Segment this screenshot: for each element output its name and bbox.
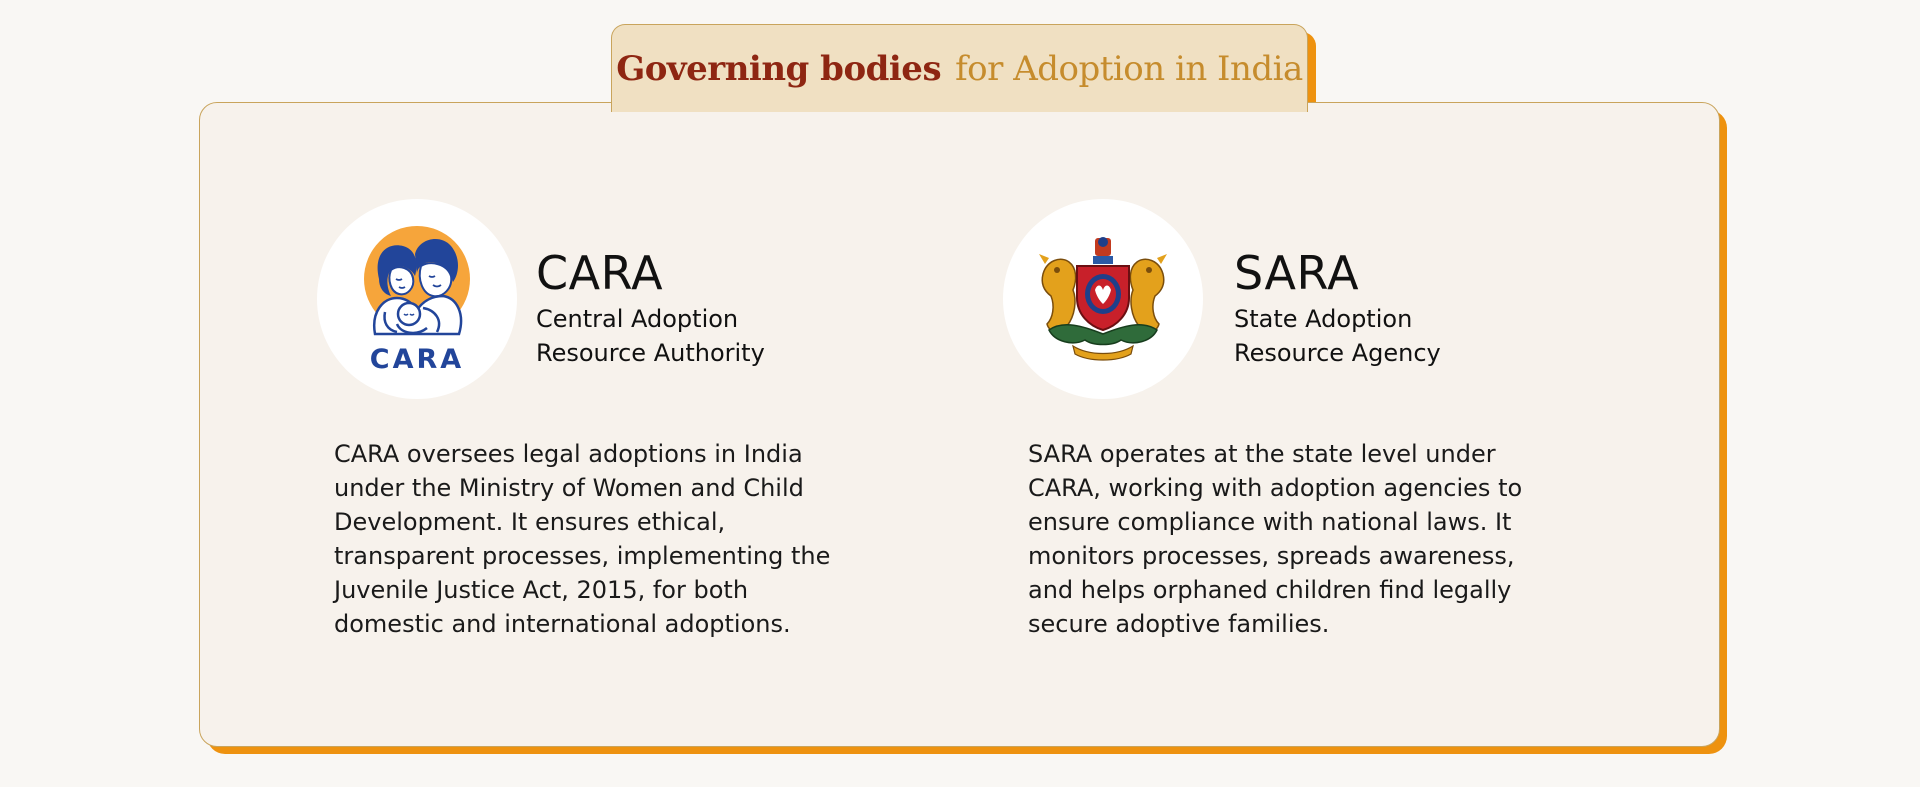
cara-acronym: CARA <box>536 246 664 300</box>
header-tab <box>611 24 1308 112</box>
sara-fullname-line2: Resource Agency <box>1234 339 1441 367</box>
cara-logo-circle <box>317 199 517 399</box>
cara-fullname <box>536 302 796 370</box>
cara-fullname-line1: Central Adoption <box>536 305 739 333</box>
page-title <box>616 48 1303 89</box>
page-title-light: for Adoption in India <box>955 48 1303 89</box>
sara-fullname-line1: State Adoption <box>1234 305 1413 333</box>
cara-fullname-line2: Resource Authority <box>536 339 765 367</box>
karnataka-emblem-icon <box>1033 234 1173 364</box>
cara-description: CARA oversees legal adoptions in India under the Ministry of Women and Child Development. It ensures ethical, transparent processes, implementing the Juvenile Justice Act, 2015, for both domestic and international adoptions. <box>334 440 831 638</box>
sara-description: SARA operates at the state level under CARA, working with adoption agencies to ensure compliance with national laws. It monitors processes, spreads awareness, and helps orphaned children find legally secure adoptive families. <box>1028 440 1523 638</box>
cara-logo-text: CARA <box>369 344 465 374</box>
sara-fullname <box>1234 302 1494 370</box>
page-title-strong: Governing bodies <box>616 48 942 89</box>
sara-logo-circle <box>1003 199 1203 399</box>
cara-logo-icon <box>357 224 477 374</box>
sara-acronym: SARA <box>1234 246 1360 300</box>
